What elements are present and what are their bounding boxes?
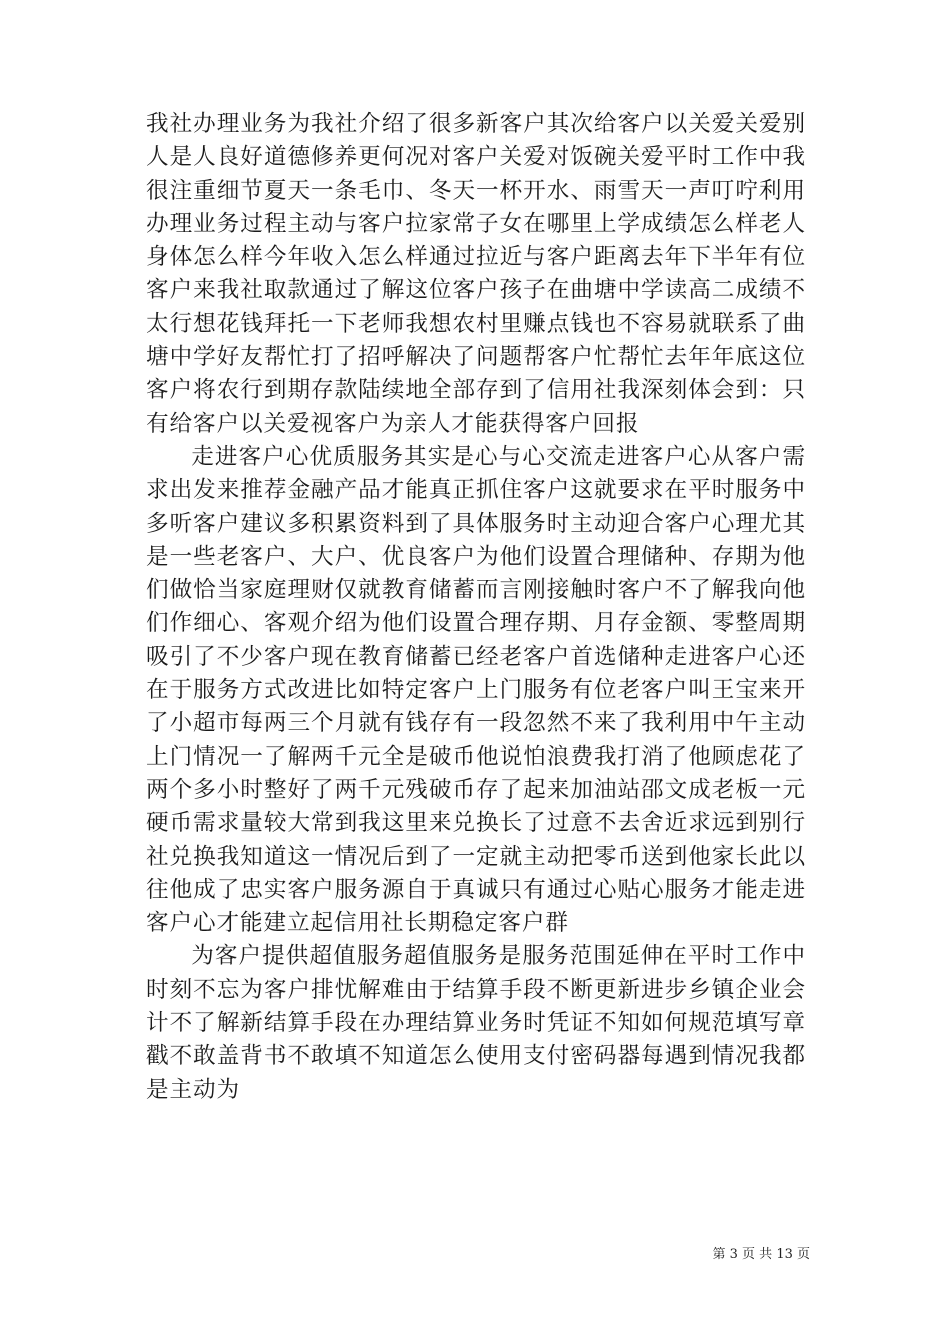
paragraph-3: 为客户提供超值服务超值服务是服务范围延伸在平时工作中时刻不忘为客户排忧解难由于结算手段不断更新进步乡镇企业会计不了解新结算手段在办理结算业务时凭证不知如何规范填写章戳不敢盖背书不敢填不知道怎么使用支付密码器每遇到情况我都是主动为 bbox=[146, 943, 806, 1103]
paragraph-1: 我社办理业务为我社介绍了很多新客户其次给客户以关爱关爱别人是人良好道德修养更何况对客户关爱对饭碗关爱平时工作中我很注重细节夏天一条毛巾、冬天一杯开水、雨雪天一声叮咛利用办理业务过程主动与客户拉家常子女在哪里上学成绩怎么样老人身体怎么样今年收入怎么样通过拉近与客户距离去年下半年有位客户来我社取款通过了解这位客户孩子在曲塘中学读高二成绩不太行想花钱拜托一下老师我想农村里赚点钱也不容易就联系了曲塘中学好友帮忙打了招呼解决了问题帮客户忙帮忙去年年底这位客户将农行到期存款陆续地全部存到了信用社我深刻体会到：只有给客户以关爱视客户为亲人才能获得客户回报 bbox=[146, 111, 806, 437]
document-body bbox=[146, 108, 806, 1107]
page-number: 第 3 页 共 13 页 bbox=[712, 1247, 810, 1262]
paragraph-2: 走进客户心优质服务其实是心与心交流走进客户心从客户需求出发来推荐金融产品才能真正抓住客户这就要求在平时服务中多听客户建议多积累资料到了具体服务时主动迎合客户心理尤其是一些老客户、大户、优良客户为他们设置合理储种、存期为他们做恰当家庭理财仅就教育储蓄而言刚接触时客户不了解我向他们作细心、客观介绍为他们设置合理存期、月存金额、零整周期吸引了不少客户现在教育储蓄已经老客户首选储种走进客户心还在于服务方式改进比如特定客户上门服务有位老客户叫王宝来开了小超市每两三个月就有钱存有一段忽然不来了我利用中午主动上门情况一了解两千元全是破币他说怕浪费我打消了他顾虑花了两个多小时整好了两千元残破币存了起来加油站邵文成老板一元硬币需求量较大常到我这里来兑换长了过意不去舍近求远到别行社兑换我知道这一情况后到了一定就主动把零币送到他家长此以往他成了忠实客户服务源自于真诚只有通过心贴心服务才能走进客户心才能建立起信用社长期稳定客户群 bbox=[146, 443, 806, 937]
